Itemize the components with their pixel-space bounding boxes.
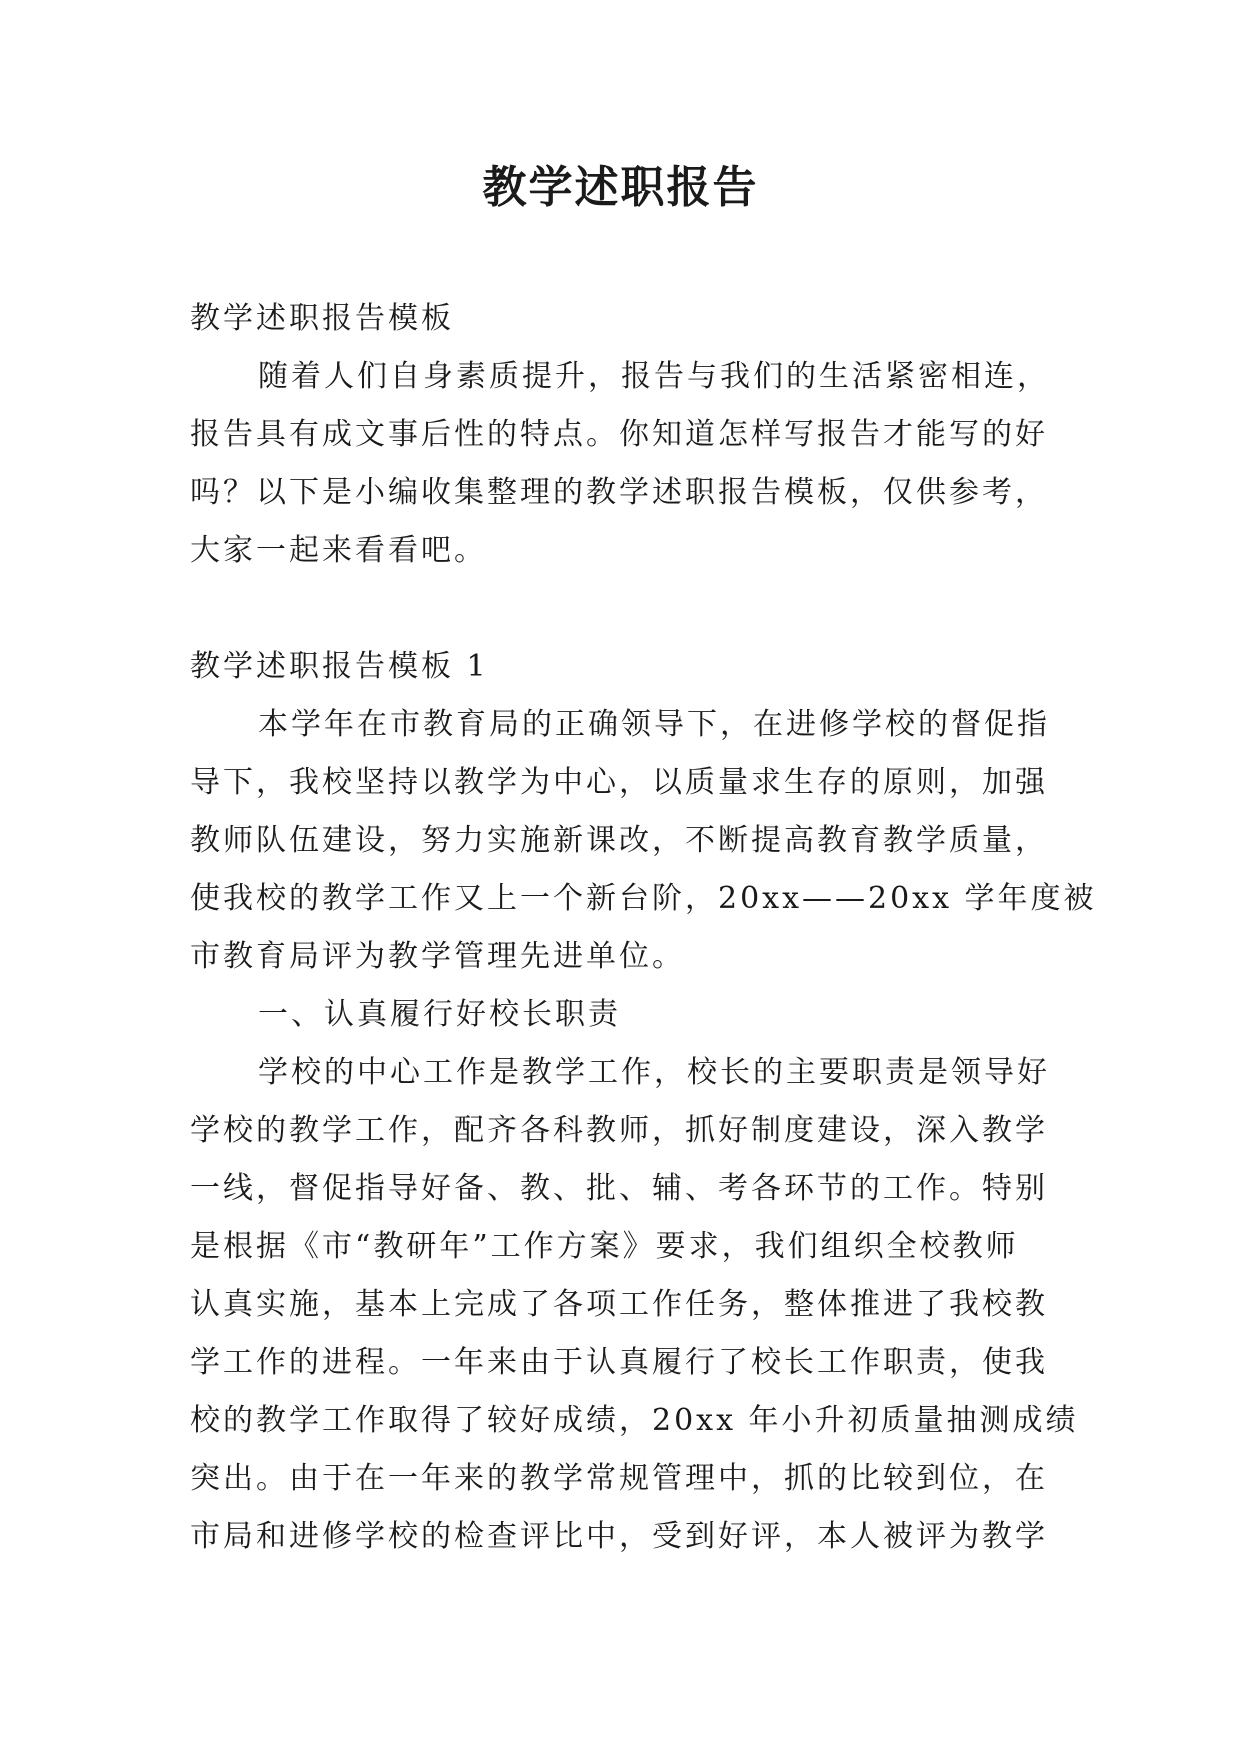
text-line: 市局和进修学校的检查评比中，受到好评，本人被评为教学 [190, 1519, 1048, 1554]
text-line: 大家一起来看看吧。 [190, 533, 487, 568]
paragraph-gap [190, 580, 1070, 638]
text-line: 一、认真履行好校长职责 [258, 997, 621, 1032]
text-line: 一线，督促指导好备、教、批、辅、考各环节的工作。特别 [190, 1171, 1048, 1206]
document-body [190, 290, 1097, 1566]
text-line: 学校的教学工作，配齐各科教师，抓好制度建设，深入教学 [190, 1113, 1048, 1148]
text-line: 市教育局评为教学管理先进单位。 [190, 939, 685, 974]
text-line: 本学年在市教育局的正确领导下，在进修学校的督促指 [258, 707, 1050, 742]
text-line: 使我校的教学工作又上一个新台阶，20xx——20xx 学年度被 [190, 881, 1097, 916]
text-line: 学工作的进程。一年来由于认真履行了校长工作职责，使我 [190, 1345, 1048, 1380]
text-line: 突出。由于在一年来的教学常规管理中，抓的比较到位，在 [190, 1461, 1048, 1496]
text-line: 随着人们自身素质提升，报告与我们的生活紧密相连， [258, 359, 1050, 394]
text-line: 学校的中心工作是教学工作，校长的主要职责是领导好 [258, 1055, 1050, 1090]
document-title: 教学述职报告 [482, 162, 759, 213]
text-line: 是根据《市“教研年”工作方案》要求，我们组织全校教师 [190, 1229, 1019, 1264]
text-line: 教师队伍建设，努力实施新课改，不断提高教育教学质量， [190, 823, 1048, 858]
text-line: 教学述职报告模板 [190, 301, 454, 336]
text-line: 校的教学工作取得了较好成绩，20xx 年小升初质量抽测成绩 [190, 1403, 1079, 1438]
text-line: 认真实施，基本上完成了各项工作任务，整体推进了我校教 [190, 1287, 1048, 1322]
text-line: 报告具有成文事后性的特点。你知道怎样写报告才能写的好 [190, 417, 1048, 452]
text-line: 导下，我校坚持以教学为中心，以质量求生存的原则，加强 [190, 765, 1048, 800]
text-line: 吗？以下是小编收集整理的教学述职报告模板，仅供参考， [190, 475, 1048, 510]
text-line: 教学述职报告模板 1 [190, 649, 489, 684]
